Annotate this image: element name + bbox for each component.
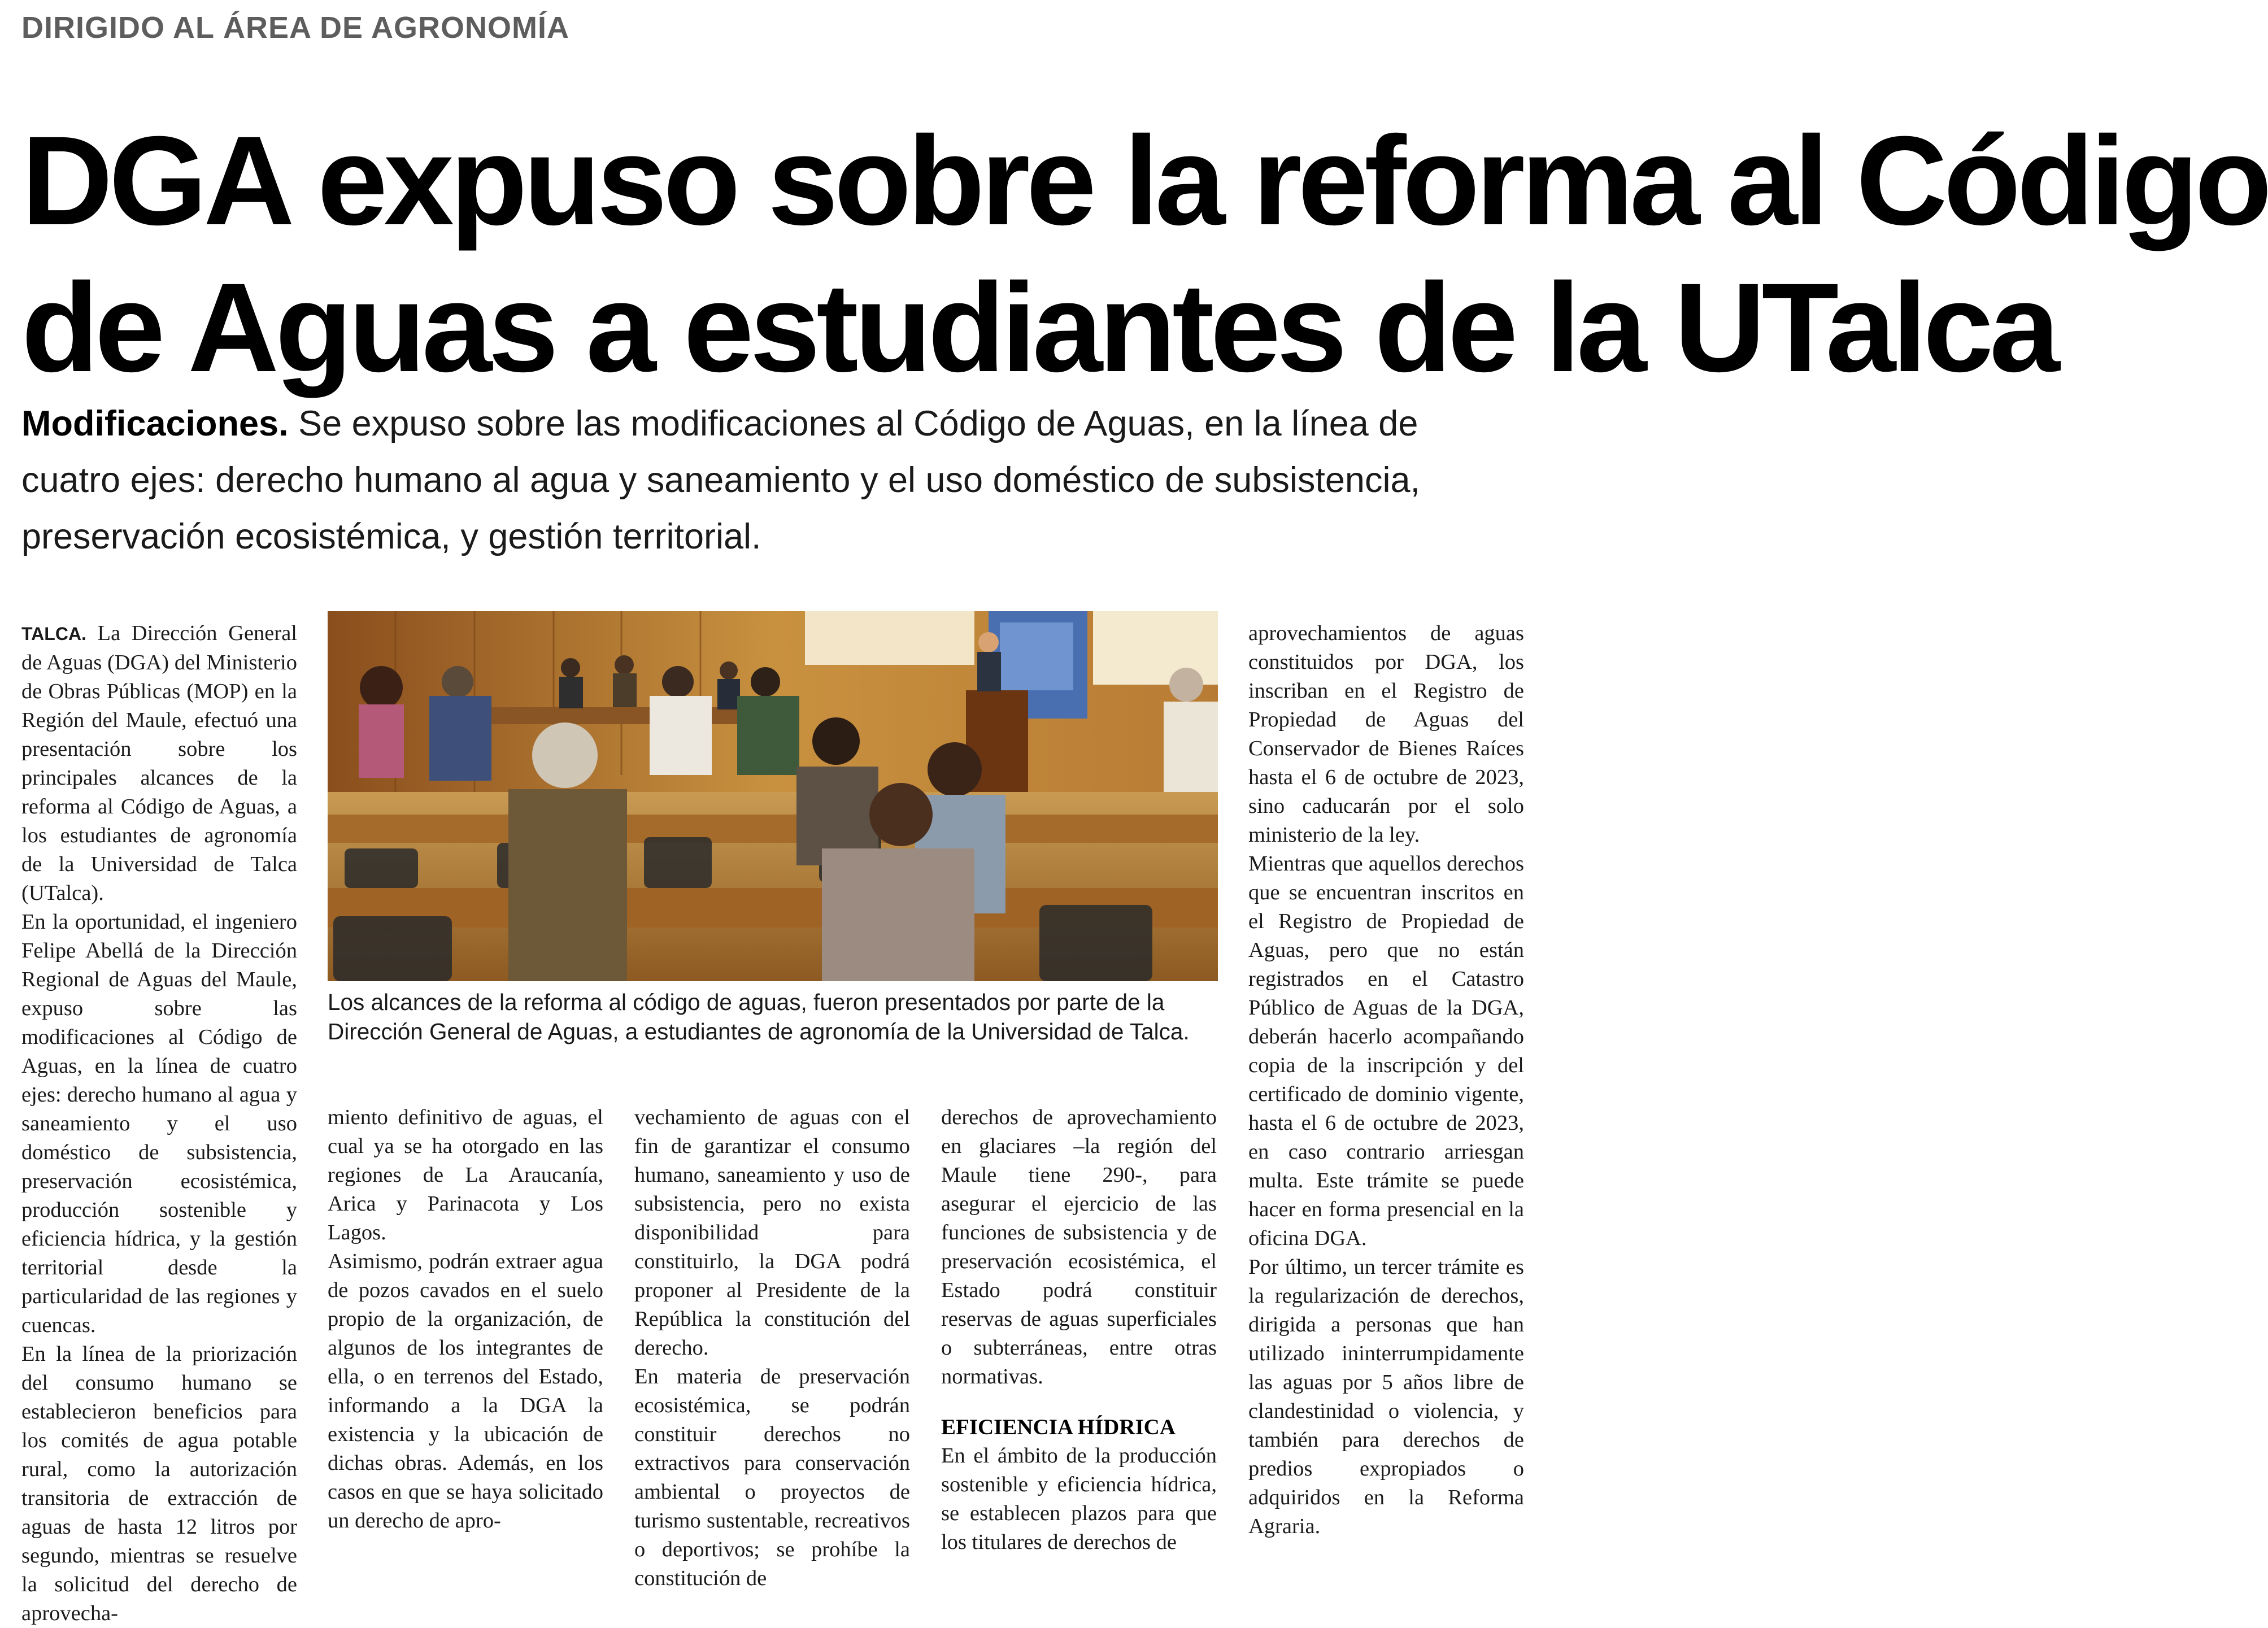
deck [21,395,1524,565]
deck-text: Se expuso sobre las modificaciones al Código de Aguas, en la línea de cuatro ejes: derecho humano al agua y saneamiento y el uso doméstico de subsistencia, preservación ecosistémica, y gestión territorial. [21,404,1420,556]
body-column-1 [21,619,297,1625]
body-column-5 [1248,619,1524,1546]
paragraph [21,619,297,908]
paragraph: miento definitivo de aguas, el cual ya se ha otorgado en las regiones de La Araucanía, Arica y Parinacota y Los Lagos. [328,1105,603,1244]
paragraph: Por último, un tercer trámite es la regularización de derechos, dirigida a personas que han utilizado ininterrumpidamente las aguas por 5 años libre de clandestinidad o violencia, y también para derechos de predios expropiados o adquiridos en la Reforma Agraria. [1248,1255,1524,1538]
subheading: EFICIENCIA HÍDRICA [941,1415,1176,1439]
paragraph: derechos de aprovechamiento en glaciares –la región del Maule tiene 290-, para asegurar el ejercicio de las funciones de subsistencia y de preservación ecosistémica, el Estado podrá constituir reservas de aguas superficiales o subterráneas, entre otras normativas. [941,1105,1217,1388]
headline [21,107,2268,401]
paragraph: aprovechamientos de aguas constituidos por DGA, los inscriban en el Registro de Propiedad de Aguas del Conservador de Bienes Raíces hasta el 6 de octubre de 2023, sino caducarán por el solo ministerio de la ley. [1248,621,1524,847]
deck-lead: Modificaciones. [21,404,289,443]
classroom-photo [328,611,1218,981]
paragraph: En materia de preservación ecosistémica, se podrán constituir derechos no extractivos para conservación ambiental o proyectos de turismo sustentable, recreativos o deportivos; se prohíbe la constitución de [634,1365,910,1590]
section-label: DIRIGIDO AL ÁREA DE AGRONOMÍA [21,11,570,45]
body-column-3 [634,1103,910,1593]
paragraph: En la oportunidad, el ingeniero Felipe Abellá de la Dirección Regional de Aguas del Maule, expuso sobre las modificaciones al Código de Aguas, en la línea de cuatro ejes: derecho humano al agua y saneamiento y el uso doméstico de subsistencia, preservación ecosistémica, producción sostenible y eficiencia hídrica, y la gestión territorial desde la particularidad de las regiones y cuencas. [21,910,297,1337]
photo-caption: Los alcances de la reforma al código de aguas, fueron presentados por parte de la Dirección General de Aguas, a estudiantes de agronomía de la Universidad de Talca. [328,989,1190,1044]
paragraph-text: La Dirección General de Aguas (DGA) del Ministerio de Obras Públicas (MOP) en la Región del Maule, efectuó una presentación sobre los principales alcances de la reforma al Código de Aguas, a los estudiantes de agronomía de la Universidad de Talca (UTalca). [21,621,297,905]
paragraph: En el ámbito de la producción sostenible y eficiencia hídrica, se establecen plazos para que los titulares de derechos de [941,1444,1217,1554]
article-photo [328,611,1218,981]
paragraph: En la línea de la priorización del consumo humano se establecieron beneficios para los comités de agua potable rural, como la autorización transitoria de extracción de aguas de hasta 12 litros por segundo, mientras se resuelve la solicitud del derecho de aprovecha- [21,1342,297,1625]
headline-line-1: DGA expuso sobre la reforma al Código [21,110,2268,251]
body-column-2 [328,1103,603,1535]
paragraph: vechamiento de aguas con el fin de garantizar el consumo humano, saneamiento y uso de subsistencia, pero no exista disponibilidad para constituirlo, la DGA podrá proponer al Presidente de la República la constitución del derecho. [634,1105,910,1360]
dateline: TALCA. [21,624,86,644]
headline-line-2: de Aguas a estudiantes de la UTalca [21,257,2056,398]
body-column-4 [941,1103,1217,1557]
paragraph: Asimismo, podrán extraer agua de pozos cavados en el suelo propio de la organización, de algunos de los integrantes de ella, o en terrenos del Estado, informando a la DGA la existencia y la ubicación de dichas obras. Además, en los casos en que se haya solicitado un derecho de apro- [328,1250,603,1533]
paragraph: Mientras que aquellos derechos que se encuentran inscritos en el Registro de Propiedad de Aguas, pero que no están registrados en el Catastro Público de Aguas de la DGA, deberán hacerlo acompañando copia de la inscripción y del certificado de dominio vigente, hasta el 6 de octubre de 2023, en caso contrario arriesgan multa. Este trámite se puede hacer en forma presencial en la oficina DGA. [1248,852,1524,1250]
